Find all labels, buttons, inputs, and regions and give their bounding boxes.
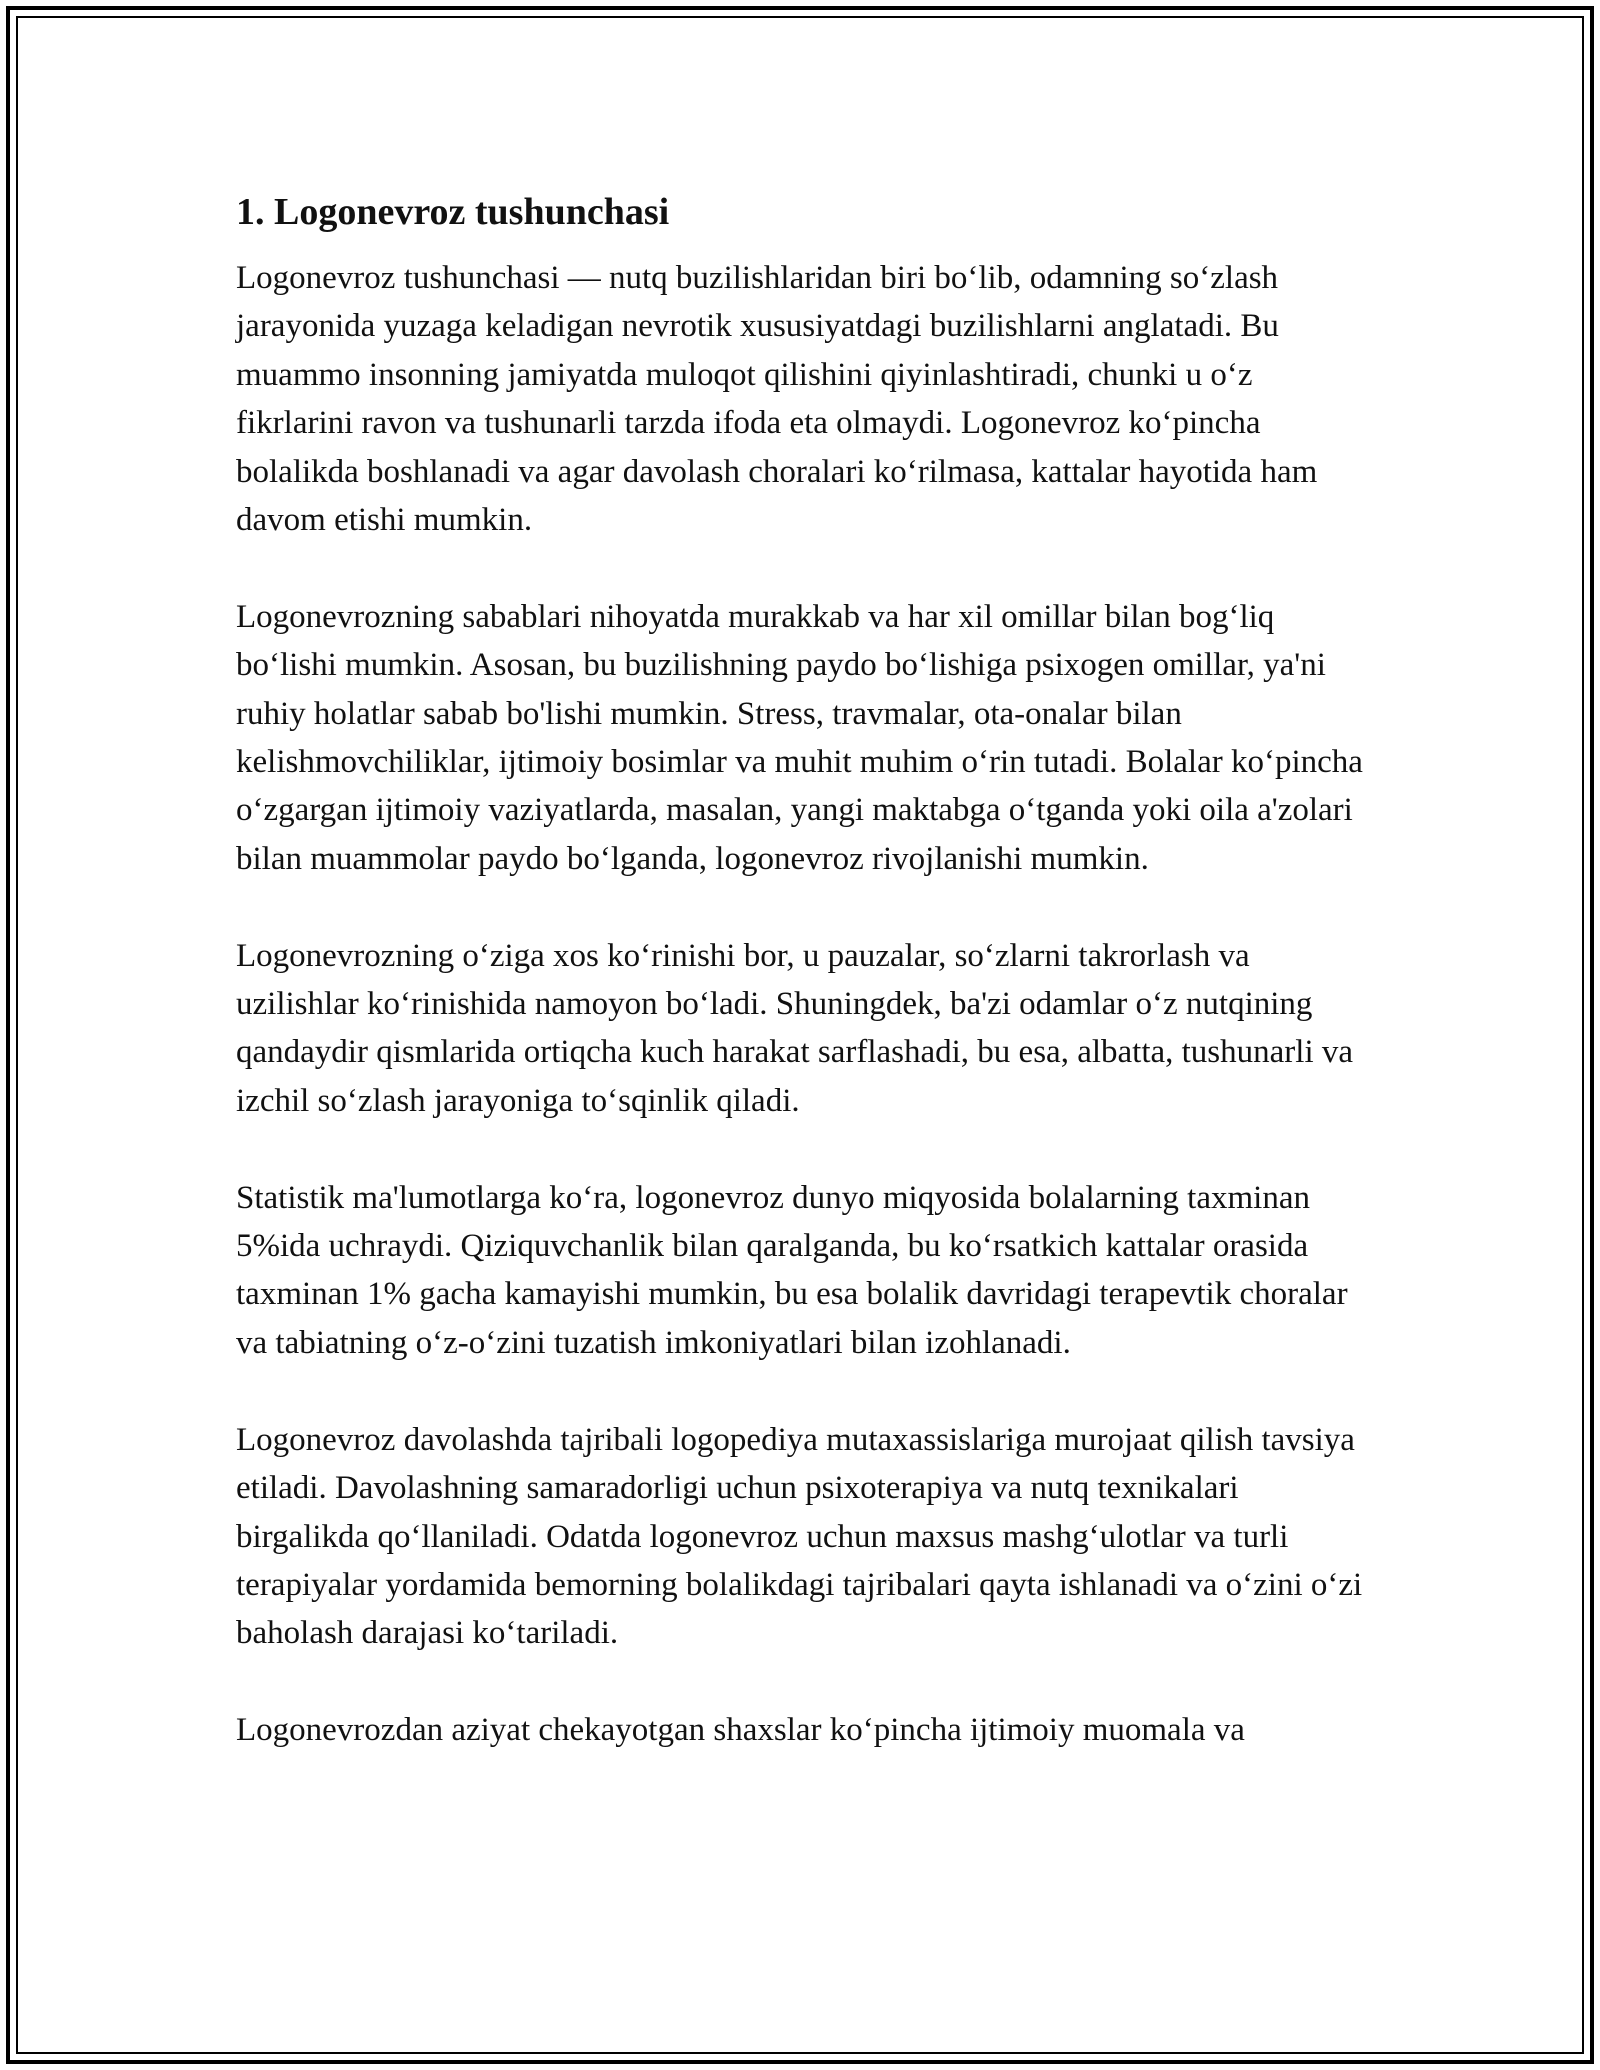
paragraph-2: Logonevrozning sabablari nihoyatda murakkab va har xil omillar bilan bogʻliq boʻlishi mumkin. Asosan, bu buzilishning paydo boʻlishiga psixogen omillar, ya'ni ruhiy holatlar sabab bo'lishi mumkin. Stress, travmalar, ota-onalar bilan kelishmovchiliklar, ijtimoiy bosimlar va muhit muhim oʻrin tutadi. Bolalar koʻpincha oʻzgargan ijtimoiy vaziyatlarda, masalan, yangi maktabga oʻtganda yoki oila a'zolari bilan muammolar paydo boʻlganda, logonevroz rivojlanishi mumkin.: [236, 598, 1363, 877]
paragraph-4: Statistik ma'lumotlarga koʻra, logonevroz dunyo miqyosida bolalarning taxminan 5%ida uchraydi. Qiziquvchanlik bilan qaralganda, bu koʻrsatkich kattalar orasida taxminan 1% gacha kamayishi mumkin, bu esa bolalik davridagi terapevtik choralar va tabiatning oʻz-oʻzini tuzatish imkoniyatlari bilan izohlanadi.: [236, 1179, 1348, 1361]
paragraph-6: Logonevrozdan aziyat chekayotgan shaxslar koʻpincha ijtimoiy muomala va: [236, 1712, 1245, 1749]
section-heading: 1. Logonevroz tushunchasi: [236, 191, 670, 233]
paragraph-3: Logonevrozning oʻziga xos koʻrinishi bor, u pauzalar, soʻzlarni takrorlash va uzilishlar koʻrinishida namoyon boʻladi. Shuningdek, ba'zi odamlar oʻz nutqining qandaydir qismlarida ortiqcha kuch harakat sarflashadi, bu esa, albatta, tushunarli va izchil soʻzlash jarayoniga toʻsqinlik qiladi.: [236, 937, 1354, 1119]
paragraph-1: Logonevroz tushunchasi — nutq buzilishlaridan biri boʻlib, odamning soʻzlash jarayonida yuzaga keladigan nevrotik xususiyatdagi buzilishlarni anglatadi. Bu muammo insonning jamiyatda muloqot qilishini qiyinlashtiradi, chunki u oʻz fikrlarini ravon va tushunarli tarzda ifoda eta olmaydi. Logonevroz koʻpincha bolalikda boshlanadi va agar davolash choralari koʻrilmasa, kattalar hayotida ham davom etishi mumkin.: [236, 260, 1318, 539]
paragraph-5: Logonevroz davolashda tajribali logopediya mutaxassislariga murojaat qilish tavsiya etiladi. Davolashning samaradorligi uchun psixoterapiya va nutq texnikalari birgalikda qoʻllaniladi. Odatda logonevroz uchun maxsus mashgʻulotlar va turli terapiyalar yordamida bemorning bolalikdagi tajribalari qayta ishlanadi va oʻzini oʻzi baholash darajasi koʻtariladi.: [236, 1421, 1363, 1652]
document-body: [236, 186, 1376, 1803]
